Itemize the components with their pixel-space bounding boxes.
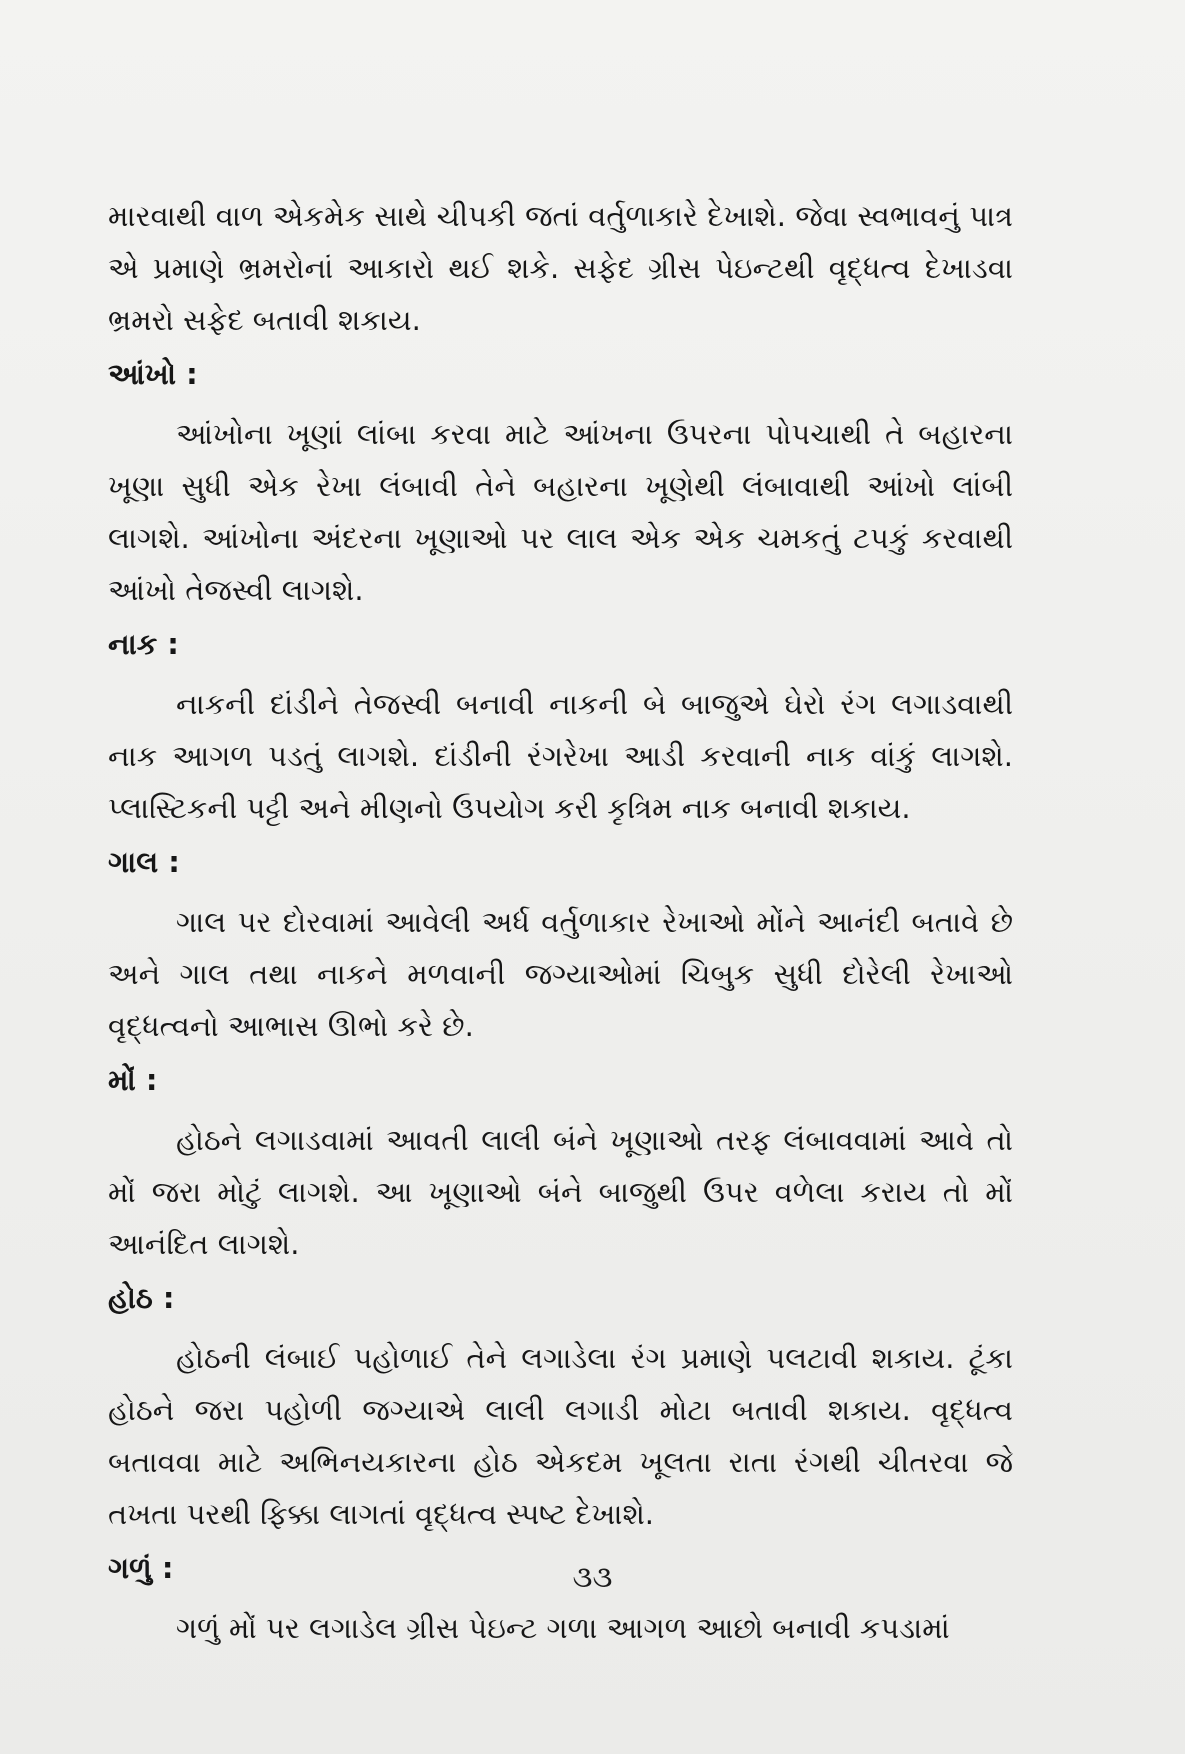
section-text-mouth: હોઠને લગાડવામાં આવતી લાલી બંને ખૂણાઓ તરફ લંબાવવામાં આવે તો મોં જરા મોટું લાગશે. આ ખૂણાઓ બંને બાજુથી ઉપર વળેલા કરાય તો મોં આનંદિત લાગશે. [108,1123,1013,1261]
section-text-cheeks: ગાલ પર દોરવામાં આવેલી અર્ધ વર્તુળાકાર રેખાઓ મોંને આનંદી બતાવે છે અને ગાલ તથા નાકને મળવાની જગ્યાઓમાં ચિબુક સુધી દોરેલી રેખાઓ વૃદ્ધત્વનો આભાસ ઊભો કરે છે. [108,905,1013,1043]
section-text-lips: હોઠની લંબાઈ પહોળાઈ તેને લગાડેલા રંગ પ્રમાણે પલટાવી શકાય. ટૂંકા હોઠને જરા પહોળી જગ્યાએ લાલી લગાડી મોટા બતાવી શકાય. વૃદ્ધત્વ બતાવવા માટે અભિનયકારના હોઠ એકદમ ખૂલતા રાતા રંગથી ચીતરવા જે તખતા પરથી ફિક્કા લાગતાં વૃદ્ધત્વ સ્પષ્ટ દેખાશે. [108,1341,1013,1531]
page-body [108,190,1013,1654]
section-text-neck: ગળું મોં પર લગાડેલ ગ્રીસ પેઇન્ટ ગળા આગળ આછો બનાવી કપડામાં [176,1611,950,1645]
page-number: ૩૩ [572,1560,613,1595]
section-heading-neck: ગળું : [108,1551,174,1585]
section-heading-cheeks: ગાલ : [108,845,180,879]
section-heading-eyes: આંખો : [108,357,198,391]
section-text-nose: નાકની દાંડીને તેજસ્વી બનાવી નાકની બે બાજુએ ઘેરો રંગ લગાડવાથી નાક આગળ પડતું લાગશે. દાંડીની રંગરેખા આડી કરવાની નાક વાંકું લાગશે. પ્લાસ્ટિકની પટ્ટી અને મીણનો ઉપયોગ કરી કૃત્રિમ નાક બનાવી શકાય. [108,687,1013,825]
section-text-eyes: આંખોના ખૂણાં લાંબા કરવા માટે આંખના ઉપરના પોપચાથી તે બહારના ખૂણા સુધી એક રેખા લંબાવી તેને બહારના ખૂણેથી લંબાવાથી આંખો લાંબી લાગશે. આંખોના અંદરના ખૂણાઓ પર લાલ એક એક ચમકતું ટપકું કરવાથી આંખો તેજસ્વી લાગશે. [108,417,1013,607]
intro-paragraph: મારવાથી વાળ એકમેક સાથે ચીપકી જતાં વર્તુળાકારે દેખાશે. જેવા સ્વભાવનું પાત્ર એ પ્રમાણે ભ્રમરોનાં આકારો થઈ શકે. સફેદ ગ્રીસ પેઇન્ટથી વૃદ્ધત્વ દેખાડવા ભ્રમરો સફેદ બતાવી શકાય. [108,199,1013,337]
section-heading-mouth: મોં : [108,1063,158,1097]
section-heading-nose: નાક : [108,627,179,661]
section-heading-lips: હોઠ : [108,1281,175,1315]
